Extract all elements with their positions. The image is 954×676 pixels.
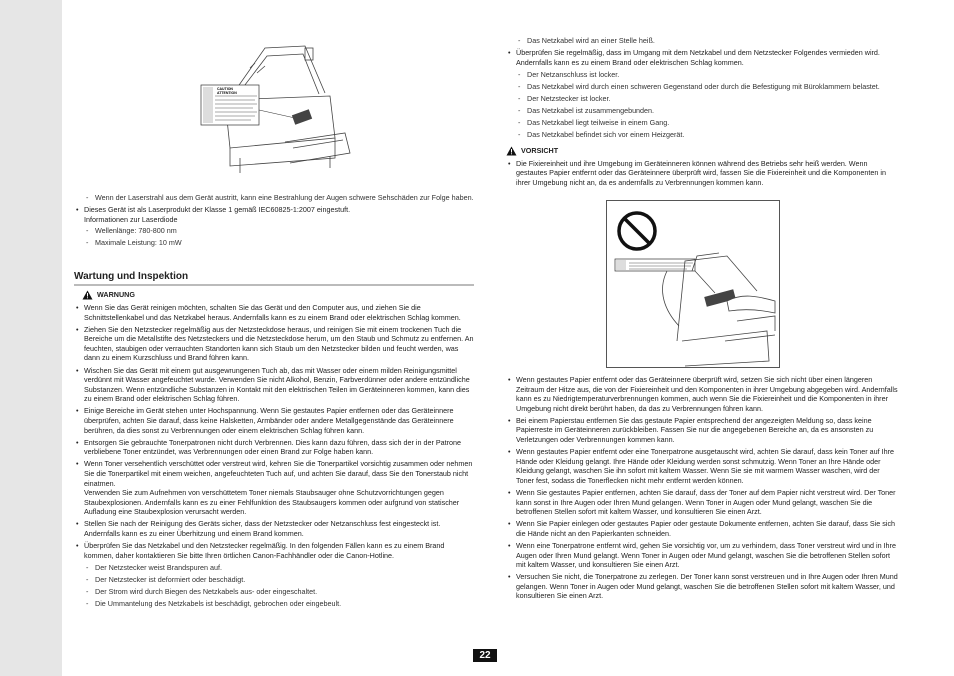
label-attention-text: ATTENTION xyxy=(217,91,237,95)
list-item: • Versuchen Sie nicht, die Tonerpatrone zu zerlegen. Der Toner kann sonst verstreuen und in Ihre Augen oder Ihren Mund gelangen. Wenn Toner in Augen oder Mund gelangt, waschen Sie die betroffenen Stellen sofort mit kaltem Wasser, und konsultieren Sie einen Arzt. xyxy=(506,572,898,601)
caution-heading xyxy=(506,146,898,156)
list-item: • Entsorgen Sie gebrauchte Tonerpatronen nicht durch Verbrennen. Dies kann dazu führen, dass sich der in der Patrone verbliebene Toner entzündet, was Verbrennungen oder einen Brand zur Folge haben kann. xyxy=(74,438,474,457)
section-title: Wartung und Inspektion xyxy=(74,271,474,286)
list-item: • Die Fixiereinheit und ihre Umgebung im Geräteinneren können während des Betriebs sehr heiß werden. Wenn gestautes Papier entfernt oder das Geräteinnere überprüft wird, fassen Sie die Fixiereinheit und die Komponenten in ihrer Umgebung nicht an, da es andernfalls zu Verbrennungen kommen kann. xyxy=(506,159,898,188)
printer-label-illustration xyxy=(195,38,355,180)
list-subitem: - Der Strom wird durch Biegen des Netzkabels aus- oder eingeschaltet. xyxy=(84,587,474,597)
list-subitem: - Der Netzstecker ist deformiert oder beschädigt. xyxy=(84,575,474,585)
warning-label: WARNUNG xyxy=(97,290,135,300)
list-item: • Wischen Sie das Gerät mit einem gut ausgewrungenen Tuch ab, das mit Wasser oder einem milden Reinigungsmittel verdünnt mit Wasser angefeuchtet wurde. Verwenden Sie nicht Alkohol, Benzin, Farbverdünner oder andere entzündliche Substanzen. Wenn entzündliche Substanzen in Kontakt mit den elektrischen Teilen im Geräteinneren kommen, kann dies zu einem Brand oder elektrischen Schlag führen. xyxy=(74,366,474,404)
page-number: 22 xyxy=(473,649,497,662)
list-subitem: - Der Netzanschluss ist locker. xyxy=(516,70,898,80)
warning-heading xyxy=(82,290,474,300)
list-subitem: - Die Ummantelung des Netzkabels ist beschädigt, gebrochen oder eingebeult. xyxy=(84,599,474,609)
printer-illustration xyxy=(195,38,355,180)
list-subitem: - Das Netzkabel wird durch einen schweren Gegenstand oder durch die Befestigung mit Büroklammern belastet. xyxy=(516,82,898,92)
list-item: • Wenn Sie das Gerät reinigen möchten, schalten Sie das Gerät und den Computer aus, und ziehen Sie die Schnittstellenkabel und das Netzkabel heraus. Andernfalls kann es zu einem Brand oder elektrischen Schlag kommen. xyxy=(74,303,474,322)
list-item: • Stellen Sie nach der Reinigung des Geräts sicher, dass der Netzstecker oder Netzanschluss fest eingesteckt ist. Andernfalls kann es zu einer Überhitzung und einem Brand kommen. xyxy=(74,519,474,538)
list-item: • Wenn eine Tonerpatrone entfernt wird, gehen Sie vorsichtig vor, um zu verhindern, dass Toner verstreut wird und in Ihre Augen oder Ihren Mund gelangt. Wenn Toner in Augen oder Mund gelangt, waschen Sie die betroffenen Stellen sofort mit kaltem Wasser, und konsultieren Sie einen Arzt. xyxy=(506,541,898,570)
list-subitem: - Der Netzstecker ist locker. xyxy=(516,94,898,104)
warning-triangle-icon xyxy=(82,290,93,300)
left-upper-text xyxy=(74,193,474,250)
laser-diode-info: Informationen zur Laserdiode xyxy=(84,214,178,224)
max-power-item: - Maximale Leistung: 10 mW xyxy=(84,238,474,248)
page-sidebar xyxy=(0,0,62,676)
list-item: • Bei einem Papierstau entfernen Sie das gestaute Papier entsprechend der angezeigten Meldung so, dass keine Papierreste im Geräteinneren zurückbleiben. Fassen Sie nur die angegebenen Bereiche an, da es ansonsten zu Verletzungen oder Verbrennungen kommen kann. xyxy=(506,416,898,445)
list-item: • Überprüfen Sie das Netzkabel und den Netzstecker regelmäßig. In den folgenden Fällen kann es zu einem Brand kommen, daher kontaktieren Sie bitte Ihren örtlichen Canon-Fachhändler oder die Canon-Hotline. xyxy=(74,541,474,560)
maintenance-warnings xyxy=(74,290,474,611)
caution-label: VORSICHT xyxy=(521,146,559,156)
list-item: • Wenn gestautes Papier entfernt oder eine Tonerpatrone ausgetauscht wird, achten Sie darauf, dass kein Toner auf Ihre Hände oder Kleidung gelangt. Ihre Hände oder Kleidung werden sonst schmutzig. Wenn Toner an Ihre Hände oder Kleidung gelangt, waschen Sie ihn sofort mit kaltem Wasser. Wenn Sie sie mit warmem Wasser waschen, wird der Toner fest, sodass die Tonerflecken nicht mehr entfernt werden können. xyxy=(506,447,898,485)
list-subitem: - Der Netzstecker weist Brandspuren auf. xyxy=(84,563,474,573)
list-item: • Wenn Toner versehentlich verschüttet oder verstreut wird, kehren Sie die Tonerpartikel vorsichtig zusammen oder nehmen Sie die Tonerpartikel mit einem weichen, angefeuchteten Tuch auf, und achten Sie darauf, dass Sie den Tonerstaub nicht einatmen. Verwenden Sie zum Aufnehmen von verschüttetem Toner niemals Staubsauger ohne Schutzvorrichtungen gegen Staubexplosionen. Andernfalls kann es zu einer Fehlfunktion des Staubsaugers kommen oder aufgrund von statischer Aufladung eine Staubexplosion verursacht werden. xyxy=(74,459,474,517)
prohibition-icon xyxy=(619,213,655,249)
printer-open-illustration xyxy=(607,201,779,367)
label-caution-text: CAUTION xyxy=(217,87,233,91)
list-subitem: - Das Netzkabel liegt teilweise in einem Gang. xyxy=(516,118,898,128)
laser-eye-damage-note: - Wenn der Laserstrahl aus dem Gerät austritt, kann eine Bestrahlung der Augen schwere Sehschäden zur Folge haben. xyxy=(84,193,474,203)
list-item: • Wenn gestautes Papier entfernt oder das Geräteinnere überprüft wird, setzen Sie sich nicht über einen längeren Zeitraum der Hitze aus, die von der Fixiereinheit und den Komponenten in ihrer Umgebung abgegeben wird. Andernfalls kann es zu Niedrigtemperaturverbrennungen kommen, auch wenn Sie die Fixiereinheit und die Komponenten in ihrer Umgebung nicht direkt berührt haben, da das zu Verbrennungen führen kann. xyxy=(506,375,898,413)
fixing-unit-illustration xyxy=(606,200,780,368)
list-item: • Einige Bereiche im Gerät stehen unter Hochspannung. Wenn Sie gestautes Papier entfernen oder das Geräteinnere überprüfen, achten Sie darauf, dass keine Halsketten, Armbänder oder andere Metallgegenstände das Geräteinnere berühren, da dies sonst zu Verbrennungen oder einem elektrischen Schlag führen kann. xyxy=(74,406,474,435)
list-subitem: - Das Netzkabel ist zusammengebunden. xyxy=(516,106,898,116)
caution-triangle-icon xyxy=(506,146,517,156)
list-subitem: - Das Netzkabel wird an einer Stelle heiß. xyxy=(516,36,898,46)
right-lower-text xyxy=(506,375,898,604)
list-item: • Überprüfen Sie regelmäßig, dass im Umgang mit dem Netzkabel und dem Netzstecker Folgendes vermieden wird. Andernfalls kann es zu einem Brand oder elektrischen Schlag kommen. xyxy=(506,48,898,67)
list-item: • Wenn Sie Papier einlegen oder gestautes Papier oder gestaute Dokumente entfernen, achten Sie darauf, dass Sie sich die Hände nicht an den Papierkanten schneiden. xyxy=(506,519,898,538)
list-item: • Ziehen Sie den Netzstecker regelmäßig aus der Netzsteckdose heraus, und reinigen Sie mit einem trockenen Tuch die Bereiche um die Metallstifte des Netzsteckers und die Netzsteckdose herum, um den Staub und Schmutz zu entfernen. An feuchten, staubigen oder verrauchten Standorten kann sich Staub um den Netzstecker bilden und feucht werden, was dann zu einem Kurzschluss und Brand führen kann. xyxy=(74,325,474,363)
right-upper-text xyxy=(506,36,898,190)
list-subitem: - Das Netzkabel befindet sich vor einem Heizgerät. xyxy=(516,130,898,140)
list-item: • Wenn Sie gestautes Papier entfernen, achten Sie darauf, dass der Toner auf dem Papier nicht verstreut wird. Der Toner kann sonst in Ihre Augen oder Ihren Mund gelangen. Wenn Toner in Augen oder Mund gelangt, waschen Sie die betroffenen Stellen sofort mit kaltem Wasser, und konsultieren Sie einen Arzt. xyxy=(506,488,898,517)
laser-class-bullet: • Dieses Gerät ist als Laserprodukt der Klasse 1 gemäß IEC60825-1:2007 eingestuft. xyxy=(74,205,474,215)
wavelength-item: - Wellenlänge: 780-800 nm xyxy=(84,226,474,236)
